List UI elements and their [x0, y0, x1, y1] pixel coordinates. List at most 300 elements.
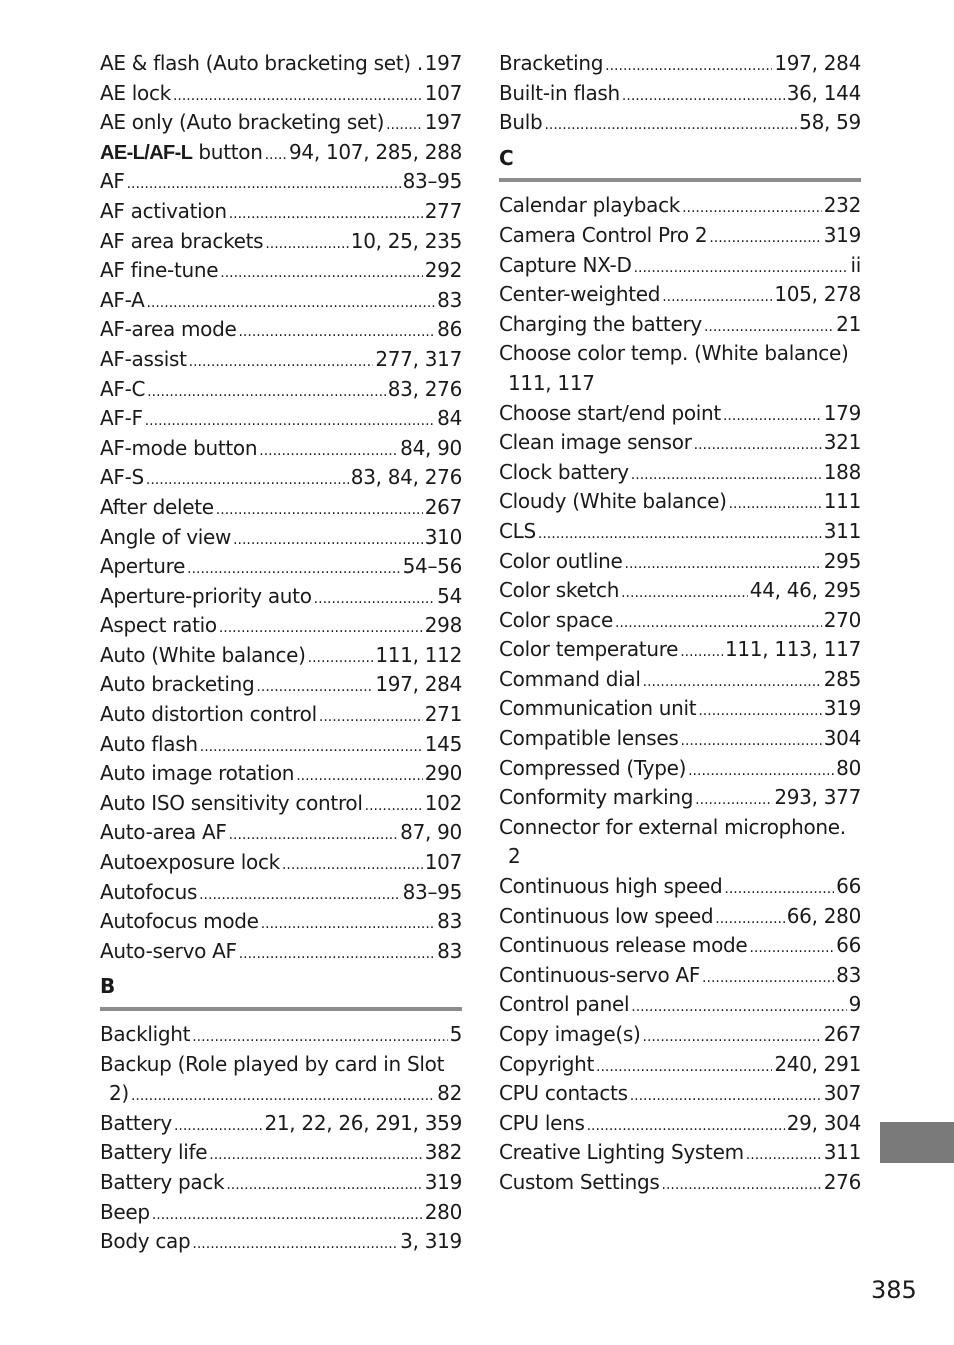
index-pages: 298 [424, 613, 462, 638]
dot-leader [152, 1201, 423, 1231]
index-term: AF-C [100, 376, 146, 401]
index-pages: 54 [437, 583, 462, 608]
index-entry [499, 1079, 861, 1109]
index-term: Custom Settings [499, 1169, 660, 1194]
index-pages: 58, 59 [799, 110, 861, 135]
index-term: Auto image rotation [100, 761, 295, 786]
dot-leader [319, 703, 423, 733]
dot-leader [220, 259, 422, 289]
index-entry [499, 517, 861, 547]
index-term-continued: 2 [508, 844, 521, 869]
index-pages: 321 [823, 430, 861, 455]
dot-leader [308, 644, 374, 674]
index-pages: 197 [424, 110, 462, 135]
index-entry [499, 487, 861, 517]
index-pages: 276 [823, 1169, 861, 1194]
index-pages: 54–56 [402, 554, 462, 579]
index-term-continued: 2) [109, 1081, 129, 1106]
index-entry [499, 783, 861, 813]
dot-leader [538, 520, 822, 550]
dot-leader [662, 1171, 822, 1201]
index-pages: 280 [424, 1199, 462, 1224]
index-entry-continuation [499, 369, 861, 399]
index-entry-continuation [100, 1079, 462, 1109]
index-entry [499, 339, 861, 398]
dot-leader [192, 1230, 398, 1260]
dot-leader [631, 993, 846, 1023]
index-entry [100, 1138, 462, 1168]
index-entry [499, 902, 861, 932]
index-group-b-continued [499, 49, 861, 138]
dot-leader [256, 673, 373, 703]
dot-leader [296, 762, 423, 792]
dot-leader [146, 289, 435, 319]
dot-leader [724, 875, 834, 905]
dot-leader [643, 668, 822, 698]
dot-leader [694, 431, 822, 461]
index-pages: 107 [424, 850, 462, 875]
index-entry [499, 635, 861, 665]
index-entry [100, 848, 462, 878]
index-pages: 84 [437, 406, 462, 431]
index-pages: 94, 107, 285, 288 [288, 139, 462, 164]
index-pages: 111, 113, 117 [724, 637, 861, 662]
dot-leader [681, 727, 822, 757]
index-term: Bracketing [499, 51, 604, 75]
dot-leader [131, 1082, 435, 1112]
index-term: Color sketch [499, 578, 620, 603]
dot-leader [173, 82, 423, 112]
index-entry [100, 789, 462, 819]
dot-leader [621, 579, 748, 609]
index-term: Copyright [499, 1051, 595, 1076]
index-term: Battery [100, 1110, 172, 1135]
index-term: AE-L/AF-L button [100, 139, 263, 164]
dot-leader [625, 550, 822, 580]
index-entry [499, 1050, 861, 1080]
index-term: Choose color temp. (White balance) [499, 341, 849, 366]
dot-leader [229, 821, 399, 851]
dot-leader [662, 283, 772, 313]
index-term: Clean image sensor [499, 430, 692, 455]
index-term: Body cap [100, 1229, 191, 1254]
dot-leader [146, 466, 349, 496]
section-rule-c [499, 178, 861, 182]
dot-leader [729, 490, 822, 520]
index-term: Bulb [499, 110, 543, 135]
index-term: Compressed (Type) [499, 755, 687, 780]
index-pages: 44, 46, 295 [749, 578, 861, 603]
index-term: AF-area mode [100, 317, 237, 342]
index-pages: 270 [823, 607, 861, 632]
index-pages: 83–95 [402, 169, 462, 194]
index-term: Color outline [499, 548, 623, 573]
dot-leader [209, 1141, 422, 1171]
index-entry [100, 1198, 462, 1228]
dot-leader [192, 1023, 447, 1053]
dot-leader [219, 614, 423, 644]
index-term: Communication unit [499, 696, 697, 721]
section-heading-c: C [499, 145, 514, 170]
index-term: Copy image(s) [499, 1022, 641, 1046]
index-entry [100, 79, 462, 109]
index-term: Backup (Role played by card in Slot [100, 1051, 445, 1076]
dot-leader [680, 638, 723, 668]
index-pages: 66 [836, 874, 861, 899]
dot-leader [631, 461, 822, 491]
index-term: Battery life [100, 1140, 208, 1165]
index-pages: 304 [823, 726, 861, 751]
index-pages: 3, 319 [400, 1229, 462, 1254]
index-term: Capture NX-D [499, 252, 632, 277]
index-term: Color space [499, 607, 613, 632]
index-pages: 36, 144 [786, 80, 861, 105]
index-pages: 83 [437, 909, 462, 934]
index-pages: 10, 25, 235 [350, 228, 462, 253]
index-entry [100, 611, 462, 641]
index-pages: 197, 284 [375, 672, 462, 697]
index-pages: 267 [823, 1022, 861, 1046]
index-entry [499, 754, 861, 784]
index-pages: 311 [823, 1140, 861, 1165]
index-term: Auto flash [100, 731, 198, 756]
dot-leader [682, 194, 822, 224]
index-entry [100, 375, 462, 405]
dot-leader [127, 170, 401, 200]
page-number: 385 [871, 1276, 917, 1304]
index-pages: 382 [424, 1140, 462, 1165]
dot-leader [233, 526, 423, 556]
index-term: Continuous-servo AF [499, 962, 701, 987]
index-entry [100, 404, 462, 434]
index-entry [499, 1138, 861, 1168]
index-term: Connector for external microphone. [499, 814, 846, 839]
index-entry [499, 49, 861, 79]
index-pages: 232 [823, 193, 861, 218]
index-column-right [499, 49, 861, 1198]
index-entry [499, 310, 861, 340]
dot-leader [643, 1023, 822, 1053]
index-term: Aperture-priority auto [100, 583, 312, 608]
index-term: Conformity marking [499, 785, 694, 810]
dot-leader [723, 402, 822, 432]
dot-leader [259, 437, 398, 467]
index-term: AF area brackets [100, 228, 264, 253]
index-entry [499, 191, 861, 221]
index-pages: 188 [823, 459, 861, 484]
index-entry [100, 463, 462, 493]
index-entry [499, 665, 861, 695]
index-term: AE lock [100, 80, 171, 105]
dot-leader [630, 1082, 822, 1112]
index-pages: 311 [823, 518, 861, 543]
index-entry [499, 280, 861, 310]
index-pages: 197 [424, 51, 462, 75]
index-term: Auto bracketing [100, 672, 255, 697]
index-term: Angle of view [100, 524, 232, 549]
index-entry [100, 1050, 462, 1109]
index-entry [100, 641, 462, 671]
dot-leader [596, 1053, 772, 1083]
index-entry [499, 990, 861, 1020]
index-entry [499, 576, 861, 606]
index-entry [100, 138, 462, 168]
index-entry [499, 961, 861, 991]
dot-leader [544, 111, 797, 141]
dot-leader [238, 318, 435, 348]
dot-leader [715, 905, 785, 935]
index-entry [499, 724, 861, 754]
dot-leader [229, 200, 423, 230]
dot-leader [704, 313, 834, 343]
index-entry [499, 221, 861, 251]
index-term: Control panel [499, 992, 630, 1017]
index-term: Color temperature [499, 637, 679, 662]
index-entry [100, 1109, 462, 1139]
dot-leader [386, 111, 423, 141]
index-pages: 179 [823, 400, 861, 425]
index-pages: 293, 377 [774, 785, 861, 810]
index-term: Choose start/end point [499, 400, 721, 425]
index-entry [100, 759, 462, 789]
index-entry [499, 1020, 861, 1050]
dot-leader [187, 555, 400, 585]
index-term: Auto distortion control [100, 702, 317, 727]
index-entry [100, 167, 462, 197]
dot-leader [261, 910, 435, 940]
dot-leader [199, 881, 400, 911]
dot-leader [587, 1112, 785, 1142]
index-term: Continuous low speed [499, 903, 714, 928]
index-term: Battery pack [100, 1169, 225, 1194]
index-term: Auto ISO sensitivity control [100, 790, 363, 815]
index-entry [499, 547, 861, 577]
dot-leader [200, 733, 423, 763]
index-term: Command dial [499, 666, 641, 691]
dot-leader [709, 224, 821, 254]
index-entry [100, 1020, 462, 1050]
dot-leader [688, 757, 834, 787]
index-term-continued: 111, 117 [508, 370, 595, 395]
index-pages: 267 [424, 494, 462, 519]
index-term: After delete [100, 494, 214, 519]
index-pages: 277, 317 [375, 346, 462, 371]
index-group-a [100, 49, 462, 966]
index-term: Continuous release mode [499, 933, 748, 958]
index-term: AF-A [100, 287, 145, 312]
index-entry [100, 197, 462, 227]
index-term: Autofocus [100, 879, 198, 904]
index-entry [499, 1168, 861, 1198]
index-pages: 271 [424, 702, 462, 727]
dot-leader [622, 82, 785, 112]
index-term: AF-assist [100, 346, 187, 371]
index-entry [100, 582, 462, 612]
index-pages: 21, 22, 26, 291, 359 [264, 1110, 462, 1135]
index-entry [499, 79, 861, 109]
index-term: Auto (White balance) [100, 642, 306, 667]
index-term: Compatible lenses [499, 726, 679, 751]
index-entry [100, 523, 462, 553]
index-entry [499, 694, 861, 724]
index-entry [100, 227, 462, 257]
index-pages: 80 [836, 755, 861, 780]
index-term: Beep [100, 1199, 150, 1224]
dot-leader [239, 940, 435, 970]
index-entry [100, 256, 462, 286]
index-pages: 87, 90 [400, 820, 462, 845]
dot-leader [605, 52, 772, 82]
index-term: Clock battery [499, 459, 629, 484]
index-entry-continuation [499, 842, 861, 872]
index-pages: 285 [823, 666, 861, 691]
index-entry [499, 108, 861, 138]
dot-leader [698, 697, 821, 727]
index-term: Aspect ratio [100, 613, 217, 638]
index-entry [100, 730, 462, 760]
index-pages: 240, 291 [774, 1051, 861, 1076]
index-group-c [499, 191, 861, 1197]
index-pages: 83 [836, 962, 861, 987]
thumb-index-tab [880, 1122, 954, 1163]
index-term: Built-in flash [499, 80, 620, 105]
index-column-left [100, 49, 462, 1257]
index-term: Charging the battery [499, 311, 702, 336]
index-term: AF activation [100, 198, 227, 223]
index-entry [499, 813, 861, 872]
index-pages: 83 [437, 938, 462, 963]
index-entry [499, 428, 861, 458]
button-name: AE-L/AF-L [100, 141, 193, 164]
index-entry [100, 108, 462, 138]
index-term: Autofocus mode [100, 909, 259, 934]
index-entry [100, 315, 462, 345]
index-entry [100, 1227, 462, 1257]
index-term: Aperture [100, 554, 186, 579]
section-heading-b: B [100, 974, 116, 999]
index-entry [100, 937, 462, 967]
dot-leader [695, 786, 772, 816]
index-term: Autoexposure lock [100, 850, 280, 875]
dot-leader [226, 1171, 422, 1201]
index-entry [100, 670, 462, 700]
index-pages: 319 [424, 1169, 462, 1194]
index-entry [100, 434, 462, 464]
index-pages: 84, 90 [400, 435, 462, 460]
index-term: Creative Lighting System [499, 1140, 744, 1165]
index-entry [100, 552, 462, 582]
index-pages: 111, 112 [375, 642, 462, 667]
index-entry [100, 700, 462, 730]
index-pages: 107 [424, 80, 462, 105]
index-entry [499, 606, 861, 636]
dot-leader [314, 585, 435, 615]
dot-leader [216, 496, 423, 526]
index-entry [499, 399, 861, 429]
index-entry [499, 458, 861, 488]
dot-leader [265, 141, 287, 171]
index-entry [100, 818, 462, 848]
index-term: AF fine-tune [100, 258, 219, 283]
dot-leader [174, 1112, 263, 1142]
dot-leader [145, 407, 435, 437]
index-pages: 83, 84, 276 [350, 465, 462, 490]
index-entry [499, 1109, 861, 1139]
index-pages: 83 [437, 287, 462, 312]
index-pages: 197, 284 [774, 51, 861, 75]
index-entry [499, 931, 861, 961]
index-pages: 83–95 [402, 879, 462, 904]
dot-leader [702, 964, 834, 994]
index-entry [100, 878, 462, 908]
index-term: CLS [499, 518, 536, 543]
index-pages: 307 [823, 1081, 861, 1106]
dot-leader [746, 1141, 822, 1171]
dot-leader [147, 378, 386, 408]
dot-leader [265, 230, 348, 260]
index-pages: 9 [848, 992, 861, 1017]
index-pages: 83, 276 [387, 376, 462, 401]
dot-leader [189, 348, 374, 378]
index-pages: 66 [836, 933, 861, 958]
index-entry [100, 907, 462, 937]
index-term: AE only (Auto bracketing set) [100, 110, 385, 135]
index-entry [100, 286, 462, 316]
index-term: Continuous high speed [499, 874, 723, 899]
index-term: Auto-servo AF [100, 938, 237, 963]
index-term: CPU contacts [499, 1081, 628, 1106]
index-term: Camera Control Pro 2 [499, 222, 708, 247]
index-pages: 5 [449, 1022, 462, 1046]
dot-leader [615, 609, 822, 639]
index-pages: 21 [836, 311, 861, 336]
dot-leader [749, 934, 834, 964]
index-pages: 111 [823, 489, 861, 514]
dot-leader [365, 792, 423, 822]
index-pages: 105, 278 [774, 282, 861, 307]
dot-leader [282, 851, 423, 881]
index-pages: 319 [823, 222, 861, 247]
index-pages: 145 [424, 731, 462, 756]
index-pages: 290 [424, 761, 462, 786]
index-term: AE & flash (Auto bracketing set) . [100, 51, 423, 75]
index-term: AF-mode button [100, 435, 258, 460]
index-pages: 319 [823, 696, 861, 721]
index-term: Cloudy (White balance) [499, 489, 727, 514]
index-term: Calendar playback [499, 193, 681, 218]
index-group-b [100, 1020, 462, 1257]
section-rule-b [100, 1007, 462, 1011]
index-term: Center-weighted [499, 282, 661, 307]
index-pages: 86 [437, 317, 462, 342]
index-entry [100, 345, 462, 375]
dot-leader [634, 254, 849, 284]
index-term: Backlight [100, 1022, 191, 1046]
index-term: AF [100, 169, 125, 194]
index-pages: 66, 280 [786, 903, 861, 928]
index-pages: 292 [424, 258, 462, 283]
index-term: Auto-area AF [100, 820, 227, 845]
index-term: AF-S [100, 465, 144, 490]
index-pages: 310 [424, 524, 462, 549]
index-entry [100, 1168, 462, 1198]
index-pages: 295 [823, 548, 861, 573]
index-pages: 277 [424, 198, 462, 223]
index-entry [100, 49, 462, 79]
index-pages: 29, 304 [786, 1110, 861, 1135]
index-pages: ii [850, 252, 861, 277]
index-entry [499, 251, 861, 281]
